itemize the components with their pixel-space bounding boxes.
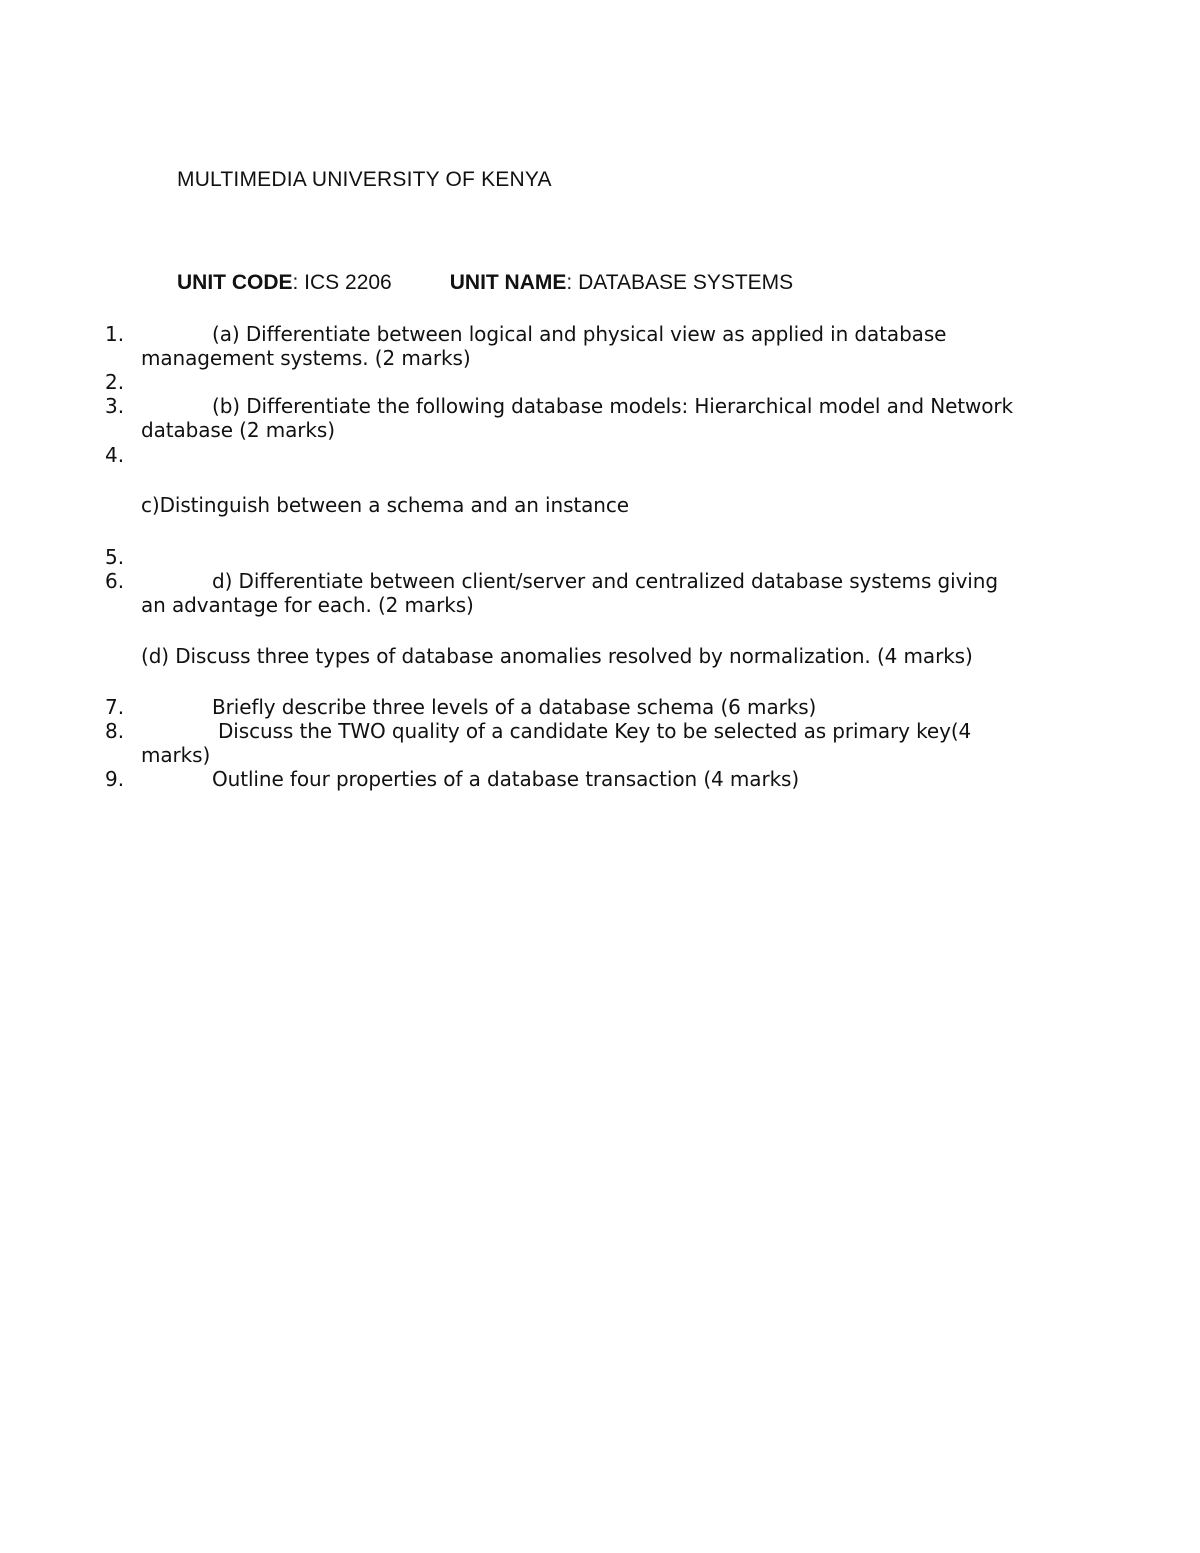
university-title: MULTIMEDIA UNIVERSITY OF KENYA <box>177 168 552 191</box>
list-number-4: 4. <box>105 443 125 467</box>
list-number-1: 1. <box>105 322 125 346</box>
question-1-line-1: (a) Differentiate between logical and physical view as applied in database <box>212 322 947 346</box>
list-number-8: 8. <box>105 719 125 743</box>
unit-name-label: UNIT NAME <box>449 271 567 294</box>
question-3-line-1: (b) Differentiate the following database models: Hierarchical model and Network <box>212 394 1014 418</box>
question-7: Briefly describe three levels of a database schema (6 marks) <box>212 695 817 719</box>
list-number-7: 7. <box>105 695 125 719</box>
list-number-5: 5. <box>105 545 125 569</box>
question-c: c)Distinguish between a schema and an instance <box>141 493 629 517</box>
question-d: (d) Discuss three types of database anomalies resolved by normalization. (4 marks) <box>141 644 973 668</box>
question-6-line-2: an advantage for each. (2 marks) <box>141 593 474 617</box>
question-1-line-2: management systems. (2 marks) <box>141 346 471 370</box>
list-number-9: 9. <box>105 767 125 791</box>
question-8-line-1: Discuss the TWO quality of a candidate Key to be selected as primary key(4 <box>218 719 972 743</box>
unit-info-line <box>177 271 793 295</box>
list-number-6: 6. <box>105 569 125 593</box>
question-3-line-2: database (2 marks) <box>141 418 335 442</box>
unit-name-value: : DATABASE SYSTEMS <box>566 271 794 294</box>
unit-code-label: UNIT CODE <box>177 271 293 294</box>
list-number-3: 3. <box>105 394 125 418</box>
question-6-line-1: d) Differentiate between client/server and centralized database systems giving <box>212 569 998 593</box>
list-number-2: 2. <box>105 370 125 394</box>
unit-code-value: : ICS 2206 <box>292 271 392 294</box>
question-9: Outline four properties of a database transaction (4 marks) <box>212 767 800 791</box>
question-8-line-2: marks) <box>141 743 211 767</box>
